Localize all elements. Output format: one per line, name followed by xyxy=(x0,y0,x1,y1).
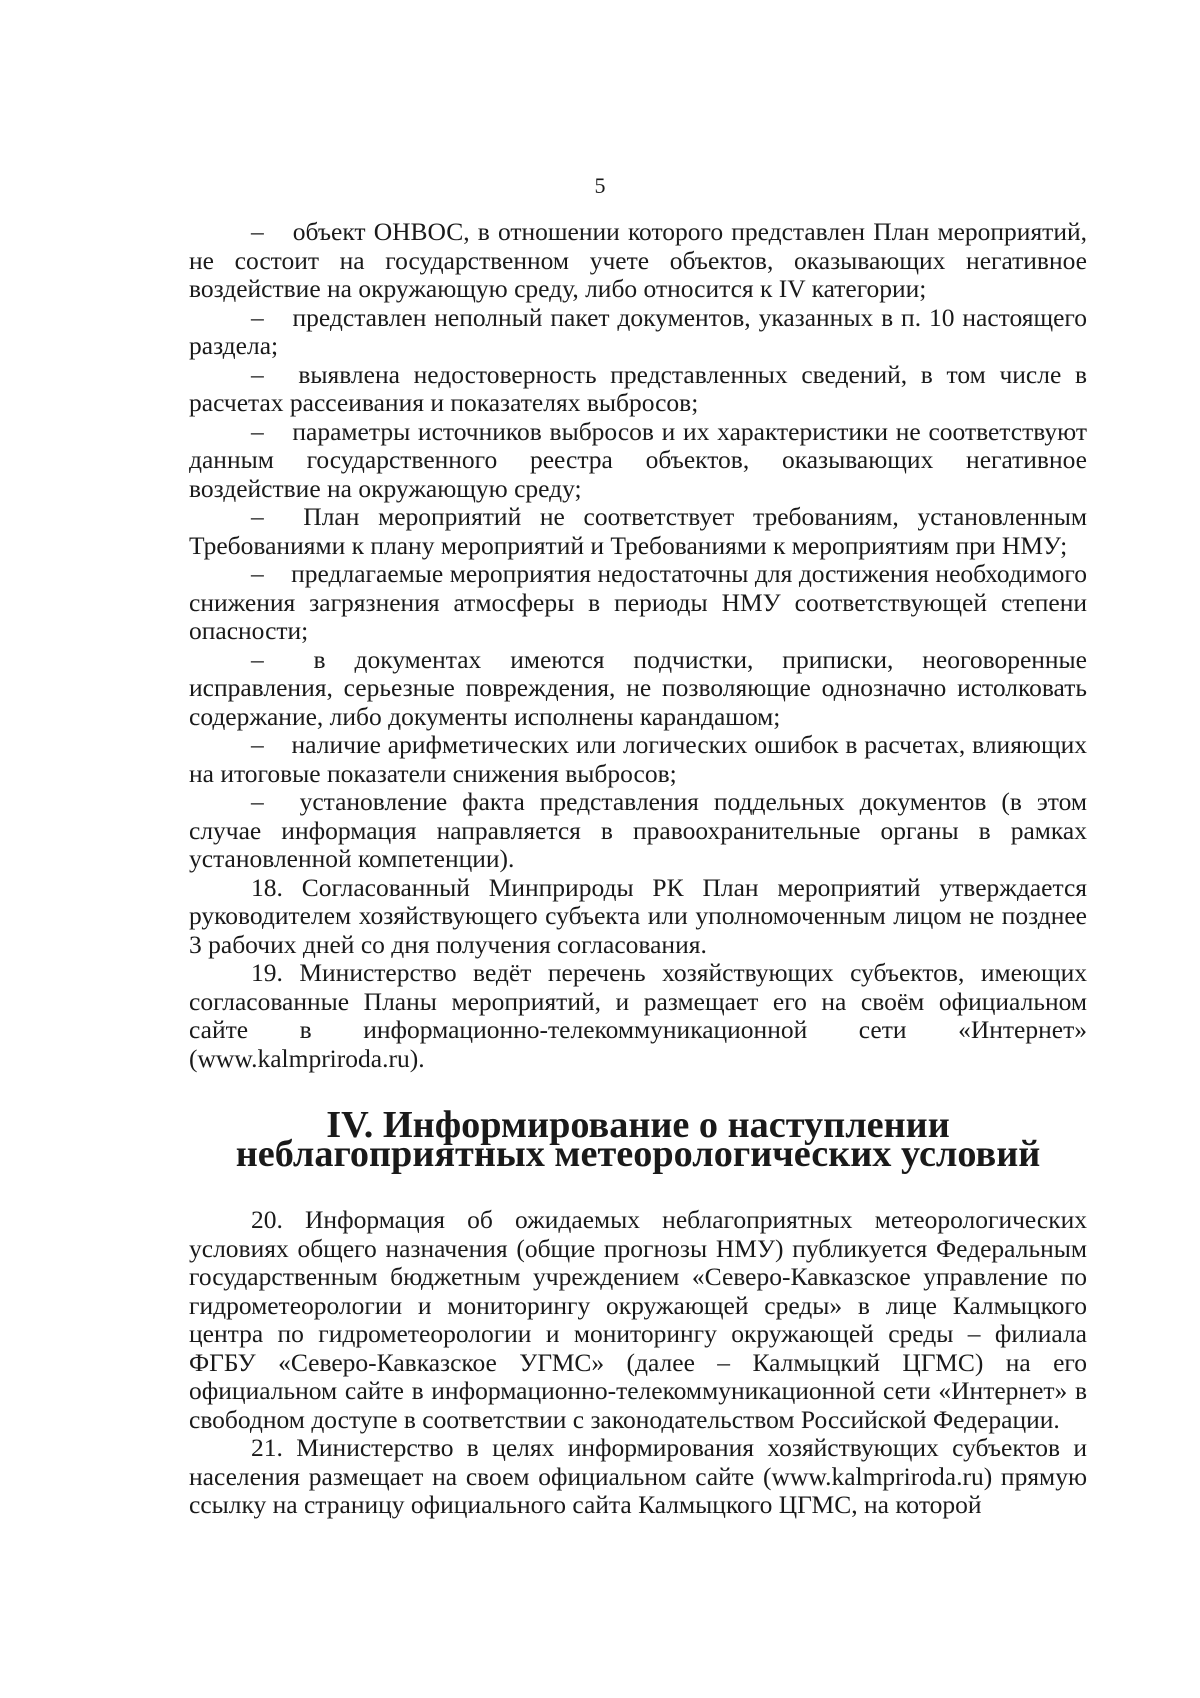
page-number: 5 xyxy=(594,173,606,198)
list-item: – в документах имеются подчистки, приписки, неоговоренные исправления, серьезные повреждения, не позволяющие однозначно истолковать содержание, либо документы исполнены карандашом; xyxy=(189,644,1094,731)
paragraph-19: 19. Министерство ведёт перечень хозяйствующих субъектов, имеющих согласованные Планы мероприятий, и размещает его на своём официальном сайте в информационно-телекоммуникационной сети «Интернет» (www.kalmpriroda.ru). xyxy=(189,958,1087,1073)
list-item: – параметры источников выбросов и их характеристики не соответствуют данным государственного реестра объектов, оказывающих негативное воздействие на окружающую среду; xyxy=(189,416,1094,503)
list-item: – объект ОНВОС, в отношении которого представлен План мероприятий, не состоит на государственном учете объектов, оказывающих негативное воздействие на окружающую среду, либо относится к IV категории; xyxy=(189,217,1094,303)
document-body xyxy=(189,217,1094,1520)
list-item: – выявлена недостоверность представленных сведений, в том числе в расчетах рассеивания и показателях выбросов; xyxy=(189,359,1094,417)
paragraph-21: 21. Министерство в целях информирования хозяйствующих субъектов и населения размещает на своем официальном сайте (www.kalmpriroda.ru) прямую ссылку на страницу официального сайта Калмыцкого ЦГМС, на которой xyxy=(189,1433,1087,1519)
list-item: – установление факта представления поддельных документов (в этом случае информация направляется в правоохранительные органы в рамках установленной компетенции). xyxy=(189,787,1094,873)
list-item: – наличие арифметических или логических ошибок в расчетах, влияющих на итоговые показатели снижения выбросов; xyxy=(189,730,1094,788)
list-item: – План мероприятий не соответствует требованиям, установленным Требованиями к плану мероприятий и Требованиями к мероприятиям при НМУ; xyxy=(189,502,1094,560)
list-item: – предлагаемые мероприятия недостаточны для достижения необходимого снижения загрязнения атмосферы в периоды НМУ соответствующей степени опасности; xyxy=(189,559,1094,645)
paragraph-20: 20. Информация об ожидаемых неблагоприятных метеорологических условиях общего назначения (общие прогнозы НМУ) публикуется Федеральным государственным бюджетным учреждением «Северо-Кавказское управление по гидрометеорологии и мониторингу окружающей среды» в лице Калмыцкого центра по гидрометеорологии и мониторингу окружающей среды – филиала ФГБУ «Северо-Кавказское УГМС» (далее – Калмыцкий ЦГМС) на его официальном сайте в информационно-телекоммуникационной сети «Интернет» в свободном доступе в соответствии с законодательством Российской Федерации. xyxy=(189,1205,1087,1434)
list-item: – представлен неполный пакет документов, указанных в п. 10 настоящего раздела; xyxy=(189,302,1094,360)
paragraph-18: 18. Согласованный Минприроды РК План мероприятий утверждается руководителем хозяйствующего субъекта или уполномоченным лицом не позднее 3 рабочих дней со дня получения согласования. xyxy=(189,872,1087,959)
section-heading: IV. Информирование о наступлении неблагоприятных метеорологических условий xyxy=(235,1104,1041,1175)
